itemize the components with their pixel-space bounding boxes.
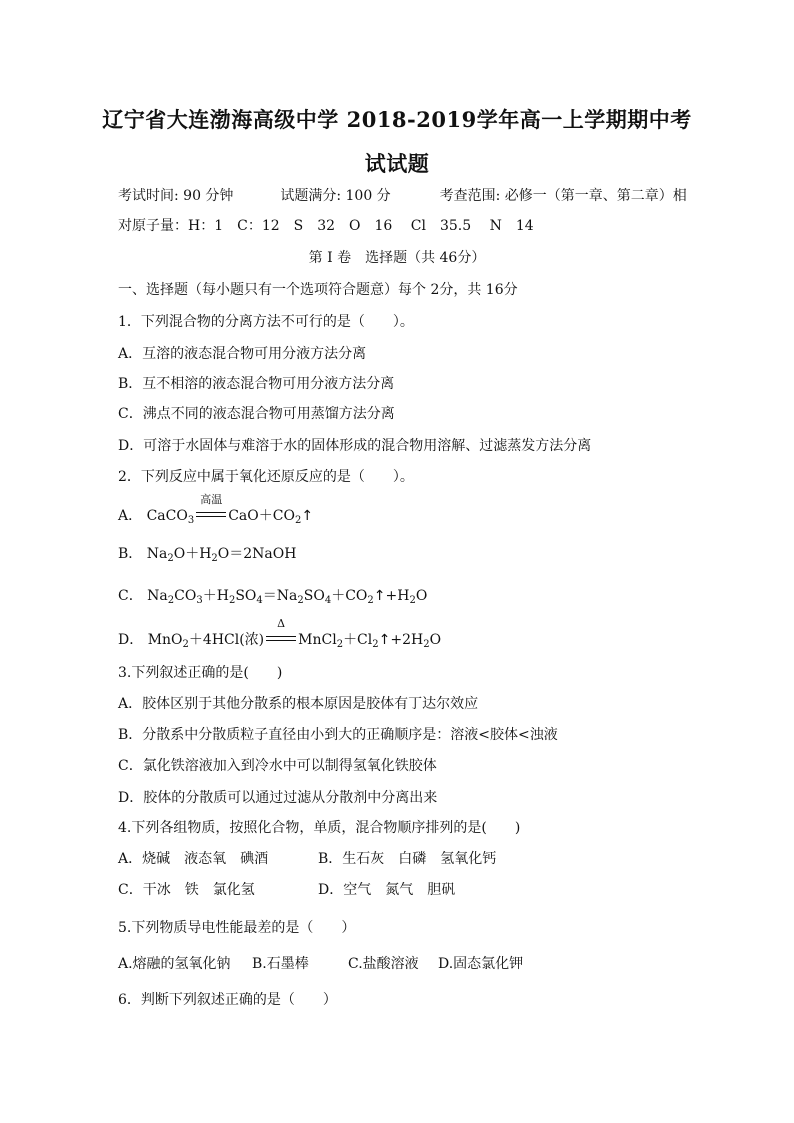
- q2-option-d-equation: MnO$_2$＋4HCl(浓) Δ $MnCl_2+Cl_2↑+2H_2O$: [147, 617, 442, 650]
- q5-option-d: D.固态氯化钾: [438, 956, 524, 972]
- q4-options-row1: [118, 850, 496, 868]
- q5-options-row: [118, 955, 523, 973]
- q3-option-b: B．分散系中分散质粒子直径由小到大的正确顺序是：溶液<胶体<浊液: [118, 727, 558, 743]
- exam-title-line2: 试试题: [364, 151, 430, 176]
- reaction-condition-heat: Δ: [266, 631, 296, 649]
- section-title: 第 I 卷 选择题（共 46分）: [308, 250, 486, 266]
- exam-title-line1: 辽宁省大连渤海高级中学 2018-2019学年高一上学期期中考: [102, 107, 692, 132]
- q4-option-d: D．空气 氮气 胆矾: [318, 882, 456, 898]
- q5-option-a: A.熔融的氢氧化钠: [118, 956, 231, 972]
- q6-stem: 6．判断下列叙述正确的是（ ）: [118, 992, 337, 1008]
- q5-stem: 5.下列物质导电性能最差的是（ ）: [118, 920, 356, 936]
- q1-stem: 1．下列混合物的分离方法不可行的是（ ）。: [118, 314, 414, 330]
- q1-option-d: D．可溶于水固体与难溶于水的固体形成的混合物用溶解、过滤蒸发方法分离: [118, 438, 592, 454]
- q2-option-a: [118, 493, 314, 526]
- exam-scope: 考查范围: 必修一（第一章、第二章）相: [439, 188, 687, 204]
- q2-option-a-equation: CaCO$_3$ 高温 $CaO+CO_2↑$: [146, 493, 314, 526]
- q2-option-c: [118, 587, 427, 605]
- part-title: 一、选择题（每小题只有一个选项符合题意）每个 2分，共 16分: [118, 282, 518, 298]
- q2-option-d-label: D．: [118, 632, 144, 648]
- q4-option-b: B．生石灰 白磷 氢氧化钙: [318, 851, 497, 867]
- atomic-mass-line: 对原子量：H：1 C：12 S 32 O 16 Cl 35.5 N 14: [118, 218, 534, 234]
- gas-arrow-icon: ↑: [373, 588, 386, 604]
- q3-option-c: C．氯化铁溶液加入到冷水中可以制得氢氧化铁胶体: [118, 758, 437, 774]
- q3-option-a: A．胶体区别于其他分散系的根本原因是胶体有丁达尔效应: [118, 696, 479, 712]
- q5-option-c: C.盐酸溶液: [348, 956, 419, 972]
- q2-option-b-equation: $Na_2O+H_2O=2NaOH$: [146, 546, 297, 564]
- exam-info-line: [118, 187, 687, 205]
- q2-option-b: [118, 545, 296, 563]
- gas-arrow-icon: ↑: [378, 632, 391, 648]
- gas-arrow-icon: ↑: [301, 508, 314, 524]
- q1-option-a: A．互溶的液态混合物可用分液方法分离: [118, 346, 367, 362]
- q2-option-a-label: A．: [118, 508, 143, 524]
- q4-option-a: A．烧碱 液态氧 碘酒: [118, 851, 269, 867]
- reaction-condition-high-temp: 高温: [196, 507, 226, 525]
- q2-option-c-label: C．: [118, 588, 143, 604]
- q4-stem: 4.下列各组物质，按照化合物，单质，混合物顺序排列的是( ): [118, 820, 521, 836]
- q2-stem: 2．下列反应中属于氧化还原反应的是（ ）。: [118, 469, 414, 485]
- q3-stem: 3.下列叙述正确的是( ): [118, 665, 283, 681]
- q4-option-c: C．干冰 铁 氯化氢: [118, 882, 255, 898]
- q1-option-b: B．互不相溶的液态混合物可用分液方法分离: [118, 376, 395, 392]
- exam-time: 考试时间: 90 分钟: [118, 188, 234, 204]
- q1-option-c: C．沸点不同的液态混合物可用蒸馏方法分离: [118, 406, 395, 422]
- q2-option-b-label: B．: [118, 546, 143, 562]
- q5-option-b: B.石墨棒: [252, 956, 309, 972]
- q2-option-d: [118, 617, 442, 650]
- q4-options-row2: [118, 881, 455, 899]
- q3-option-d: D．胶体的分散质可以通过过滤从分散剂中分离出来: [118, 790, 438, 806]
- q2-option-c-equation: $Na_2CO_3+H_2SO_4=Na_2SO_4+CO_2↑+H_2O$: [147, 588, 428, 606]
- exam-full-score: 试题满分: 100 分: [280, 188, 391, 204]
